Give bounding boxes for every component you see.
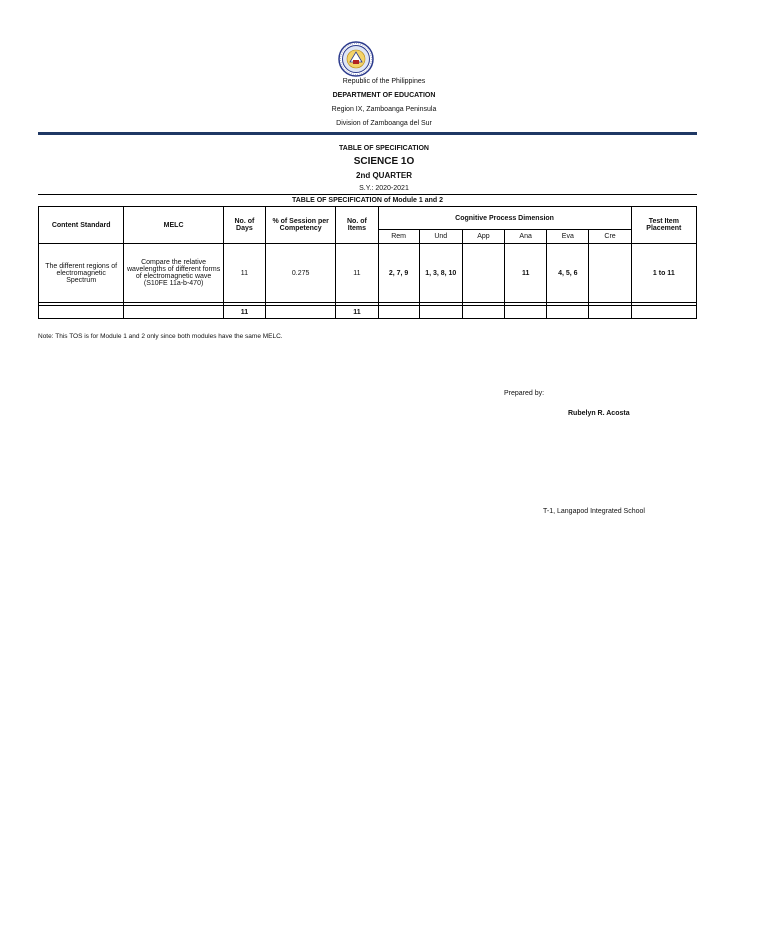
cell-melc: Compare the relative wavelengths of different forms of electromagnetic wave (S10FE 11a-b-470) <box>124 244 223 303</box>
department-line: DEPARTMENT OF EDUCATION <box>332 92 436 99</box>
cell-und: 1, 3, 8, 10 <box>419 244 462 303</box>
subject-title: SCIENCE 1O <box>353 156 415 167</box>
preparer-name: Rubelyn R. Acosta <box>568 410 630 417</box>
deped-seal-icon <box>338 41 374 77</box>
division-line: Division of Zamboanga del Sur <box>336 120 432 127</box>
cognitive-level-eva: Eva <box>547 230 589 244</box>
region-line: Region IX, Zamboanga Peninsula <box>331 106 437 113</box>
republic-line: Republic of the Philippines <box>342 78 426 85</box>
total-days: 11 <box>223 306 265 319</box>
cognitive-level-app: App <box>462 230 504 244</box>
col-header-session: % of Session per Competency <box>266 207 336 244</box>
cell-cre <box>589 244 631 303</box>
tos-table <box>38 206 697 319</box>
cell-eva: 4, 5, 6 <box>547 244 589 303</box>
cell-app <box>462 244 504 303</box>
cell-days: 11 <box>223 244 265 303</box>
cell-session: 0.275 <box>266 244 336 303</box>
cognitive-level-und: Und <box>419 230 462 244</box>
cell-content-standard: The different regions of electromagnetic Spectrum <box>39 244 124 303</box>
prepared-by-label: Prepared by: <box>504 390 545 397</box>
cell-rem: 2, 7, 9 <box>378 244 419 303</box>
cognitive-level-ana: Ana <box>505 230 547 244</box>
col-header-melc: MELC <box>124 207 223 244</box>
table-row <box>39 244 697 303</box>
cognitive-level-cre: Cre <box>589 230 631 244</box>
preparer-position: T-1, Langapod Integrated School <box>543 508 645 515</box>
cell-placement: 1 to 11 <box>631 244 696 303</box>
quarter-title: 2nd QUARTER <box>356 171 412 180</box>
caption-divider <box>38 194 697 195</box>
cognitive-level-rem: Rem <box>378 230 419 244</box>
total-items: 11 <box>336 306 378 319</box>
school-year: S.Y.: 2020-2021 <box>359 185 409 192</box>
totals-row <box>39 306 697 319</box>
cell-ana: 11 <box>505 244 547 303</box>
header-divider <box>38 132 697 135</box>
col-header-days: No. of Days <box>223 207 265 244</box>
col-header-items: No. of Items <box>336 207 378 244</box>
col-header-cognitive: Cognitive Process Dimension <box>378 207 631 230</box>
table-caption: TABLE OF SPECIFICATION of Module 1 and 2 <box>291 197 444 204</box>
col-header-placement: Test Item Placement <box>631 207 696 244</box>
tos-title: TABLE OF SPECIFICATION <box>339 145 429 152</box>
col-header-content-standard: Content Standard <box>39 207 124 244</box>
cell-items: 11 <box>336 244 378 303</box>
tos-note: Note: This TOS is for Module 1 and 2 only since both modules have the same MELC. <box>38 333 283 340</box>
